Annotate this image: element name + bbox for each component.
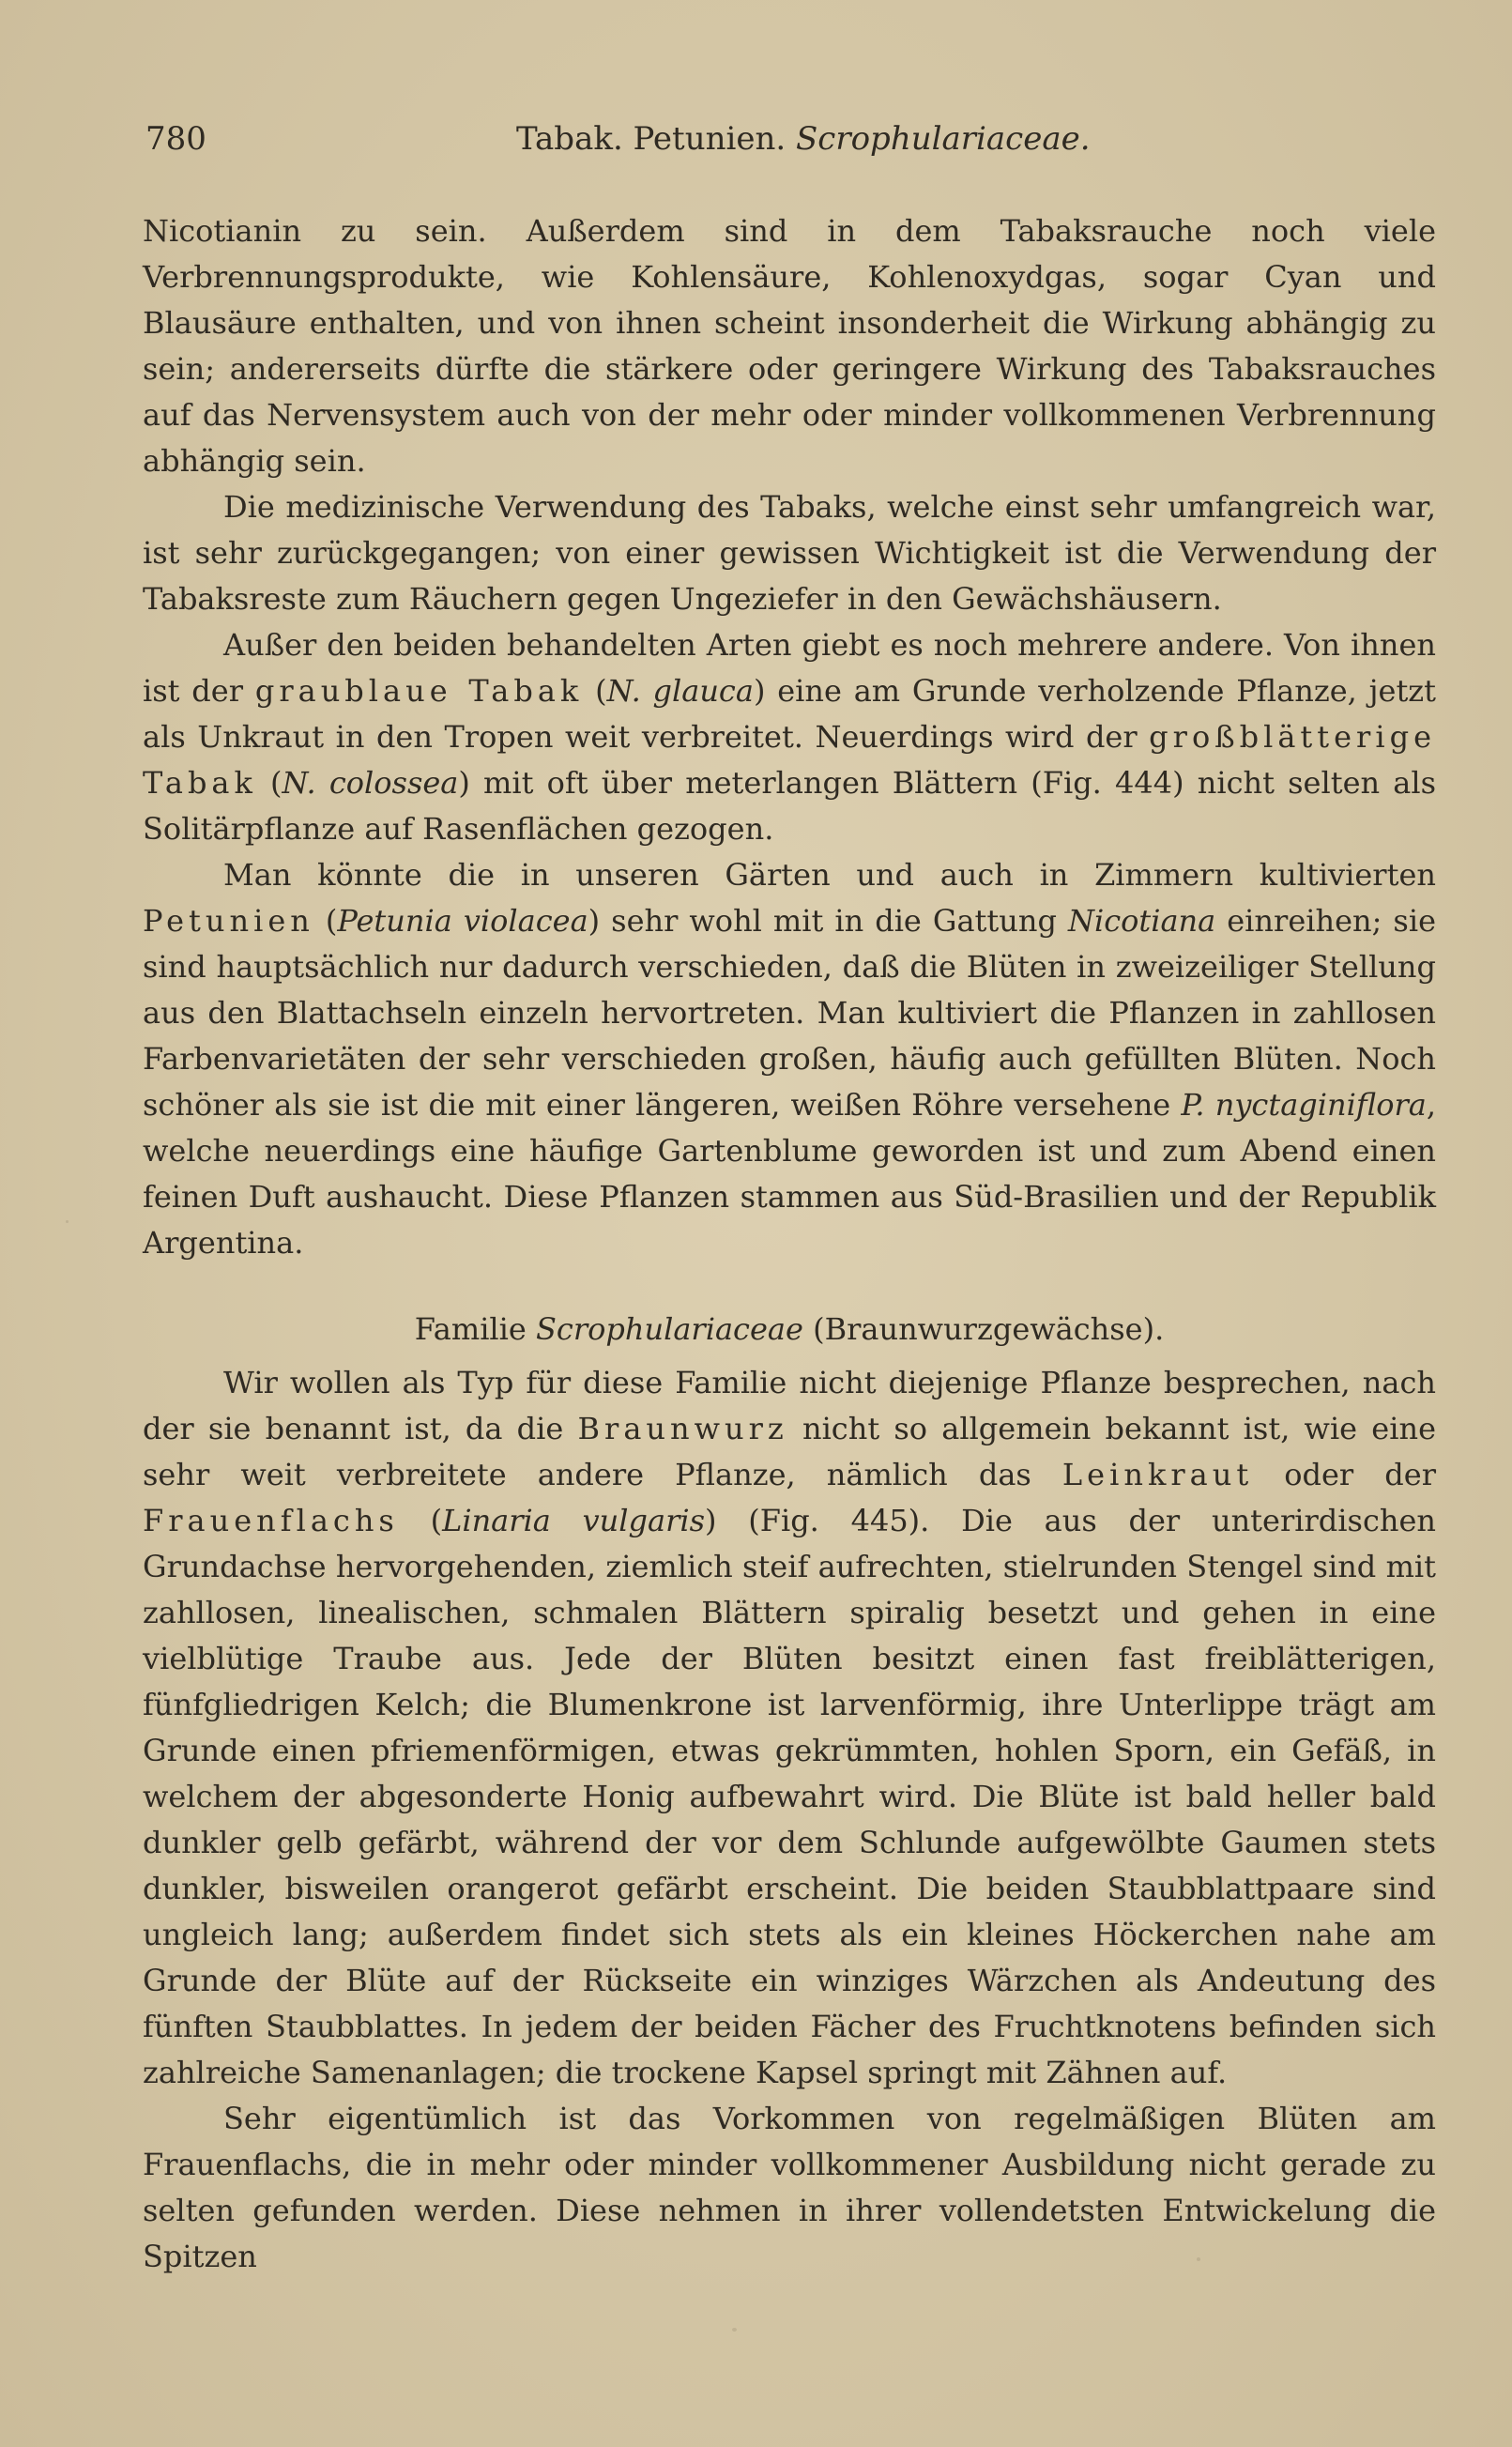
page-number: 780 <box>145 120 206 158</box>
common-name-emphasis: Braunwurz <box>577 1411 788 1446</box>
paragraph-text: ( <box>313 903 338 939</box>
paragraph-medical-use <box>143 484 1436 622</box>
heading-text: Familie <box>414 1311 536 1347</box>
body-text <box>143 208 1436 2280</box>
paragraph-text: ) mit oft über meterlangen Blättern (Fig. 444) nicht selten als Solitärpflanze auf Rasenflächen gezogen. <box>143 765 1437 847</box>
latin-name: P. nyctaginiflora <box>1181 1087 1427 1123</box>
latin-name: N. glauca <box>606 673 754 709</box>
latin-name: N. colossea <box>282 765 459 801</box>
common-name-emphasis: graublaue Tabak <box>254 673 584 709</box>
paragraph-linaria <box>143 1360 1436 2096</box>
paper-speck <box>1197 2257 1200 2261</box>
paragraph-tobacco-smoke <box>143 208 1436 484</box>
common-name-emphasis: Leinkraut <box>1061 1457 1254 1492</box>
paper-speck <box>66 1220 69 1223</box>
paragraph-text: Nicotianin zu sein. Außerdem sind in dem Tabaksrauche noch viele Verbrennungsprodukte, wie Kohlensäure, Kohlenoxydgas, sogar Cyan und Blausäure enthalten, und von ihnen scheint insonderheit die Wirkung abhängig zu sein; andererseits dürfte die stärkere oder geringere Wirkung des Tabaksrauches auf das Nervensystem auch von der mehr oder minder vollkommenen Verbrennung abhängig sein. <box>143 213 1436 479</box>
common-name-emphasis: Petunien <box>143 903 314 939</box>
running-title-latin: Scrophulariaceae. <box>796 120 1091 158</box>
paragraph-text: ) eine am Grunde verholzende Pflanze, jetzt als Unkraut in den Tropen weit verbreitet. Neuerdings wird der <box>143 673 1437 755</box>
paragraph-petunias <box>143 852 1436 1266</box>
paragraph-text: ( <box>583 673 607 709</box>
paragraph-text: ) sehr wohl mit in die Gattung <box>588 903 1068 939</box>
paragraph-regular-flowers <box>143 2096 1436 2280</box>
paragraph-text: , welche neuerdings eine häufige Gartenblume geworden ist und zum Abend einen feinen Duft aushaucht. Diese Pflanzen stammen aus Süd-Brasilien und der Republik Argentina. <box>143 1087 1436 1261</box>
paragraph-text: einreihen; sie sind hauptsächlich nur dadurch verschieden, daß die Blüten in zweizeiliger Stellung aus den Blattachseln einzeln hervortreten. Man kultiviert die Pflanzen in zahllosen Farbenvarietäten der sehr verschieden großen, häufig auch gefüllten Blüten. Noch schöner als sie ist die mit einer längeren, weißen Röhre versehene <box>143 903 1437 1123</box>
paragraph-text: nicht so allgemein bekannt ist, wie eine sehr weit verbreitete andere Pflanze, nämlich das <box>143 1411 1437 1492</box>
common-name-emphasis: Frauenflachs <box>143 1503 399 1538</box>
paragraph-other-species <box>143 622 1436 852</box>
heading-latin-name: Scrophulariaceae <box>536 1311 803 1347</box>
paragraph-text: Sehr eigentümlich ist das Vorkommen von regelmäßigen Blüten am Frauenflachs, die in mehr oder minder vollkommener Ausbildung nicht gerade zu selten gefunden werden. Diese nehmen in ihrer vollendetsten Entwickelung die Spitzen <box>143 2101 1436 2274</box>
heading-text: (Braunwurzgewächse). <box>802 1311 1165 1347</box>
paragraph-text: oder der <box>1253 1457 1437 1492</box>
paragraph-text: ) (Fig. 445). Die aus der unterirdischen Grundachse hervorgehenden, ziemlich steif aufrechten, stielrunden Stengel sind mit zahllosen, linealischen, schmalen Blättern spiralig besetzt und gehen in eine vielblütige Traube aus. Jede der Blüten besitzt einen fast freiblätterigen, fünfgliedrigen Kelch; die Blumenkrone ist larvenförmig, ihre Unterlippe trägt am Grunde einen pfriemenförmigen, etwas gekrümmten, hohlen Sporn, ein Gefäß, in welchem der abgesonderte Honig aufbewahrt wird. Die Blüte ist bald heller bald dunkler gelb gefärbt, während der vor dem Schlunde aufgewölbte Gaumen stets dunkler, bisweilen orangerot gefärbt erscheint. Die beiden Staubblattpaare sind ungleich lang; außerdem findet sich stets als ein kleines Höckerchen nahe am Grunde der Blüte auf der Rückseite ein winziges Wärzchen als Andeutung des fünften Staubblattes. In jedem der beiden Fächer des Fruchtknotens befinden sich zahlreiche Samenanlagen; die trockene Kapsel springt mit Zähnen auf. <box>143 1503 1437 2090</box>
page-header <box>145 120 1417 167</box>
latin-name: Nicotiana <box>1067 903 1216 939</box>
paragraph-text: Die medizinische Verwendung des Tabaks, welche einst sehr umfangreich war, ist sehr zurückgegangen; von einer gewissen Wichtigkeit ist die Verwendung der Tabaksreste zum Räuchern gegen Ungeziefer in den Gewächshäusern. <box>143 489 1436 617</box>
section-heading <box>143 1307 1436 1353</box>
running-title-german: Tabak. Petunien. <box>516 120 796 158</box>
latin-name: Petunia violacea <box>337 903 588 939</box>
running-title <box>516 120 1091 158</box>
common-name-emphasis: großblätterige Tabak <box>143 719 1436 801</box>
latin-name: Linaria vulgaris <box>442 1503 706 1538</box>
paragraph-text: ( <box>398 1503 443 1538</box>
paragraph-text: ( <box>256 765 283 801</box>
paragraph-text: Wir wollen als Typ für diese Familie nicht diejenige Pflanze besprechen, nach der sie benannt ist, da die <box>143 1365 1436 1446</box>
paragraph-text: Außer den beiden behandelten Arten giebt es noch mehrere andere. Von ihnen ist der <box>143 627 1436 709</box>
paper-speck <box>732 2328 737 2332</box>
paragraph-text: Man könnte die in unseren Gärten und auch in Zimmern kultivierten <box>223 857 1436 893</box>
